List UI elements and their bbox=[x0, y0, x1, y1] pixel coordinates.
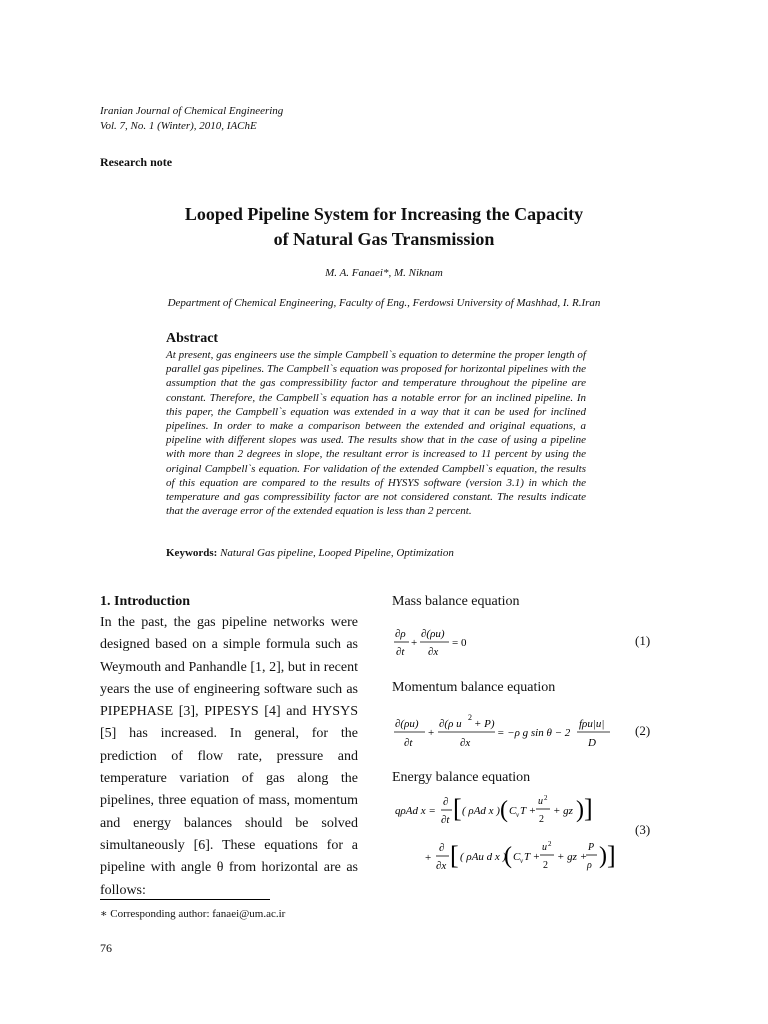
equation-number-3: (3) bbox=[635, 822, 651, 837]
svg-text:P: P bbox=[588, 842, 595, 853]
svg-text:+: + bbox=[411, 637, 418, 649]
svg-text:C: C bbox=[509, 805, 517, 817]
svg-text:): ) bbox=[576, 797, 584, 823]
journal-name: Iranian Journal of Chemical Engineering bbox=[100, 105, 284, 117]
svg-text:2: 2 bbox=[539, 814, 544, 825]
energy-balance-label: Energy balance equation bbox=[392, 770, 531, 785]
keywords-text: Natural Gas pipeline, Looped Pipeline, Optimization bbox=[220, 547, 454, 559]
svg-text:+ gz +: + gz + bbox=[557, 851, 588, 863]
svg-text:qρAd x =: qρAd x = bbox=[395, 805, 436, 817]
svg-text:+: + bbox=[425, 852, 432, 864]
footnote-divider bbox=[100, 899, 270, 900]
svg-text:2: 2 bbox=[548, 840, 552, 848]
journal-volume: Vol. 7, No. 1 (Winter), 2010, IAChE bbox=[100, 120, 257, 132]
journal-header bbox=[100, 104, 283, 134]
svg-text:∂t: ∂t bbox=[441, 814, 450, 826]
svg-text:C: C bbox=[513, 851, 521, 863]
svg-text:v: v bbox=[516, 811, 520, 819]
authors: M. A. Fanaei*, M. Niknam bbox=[325, 267, 443, 279]
svg-text:]: ] bbox=[584, 794, 593, 823]
momentum-balance-label: Momentum balance equation bbox=[392, 680, 556, 695]
svg-text:∂t: ∂t bbox=[396, 646, 405, 658]
svg-text:= 0: = 0 bbox=[452, 637, 467, 649]
svg-text:∂(ρu): ∂(ρu) bbox=[421, 628, 445, 640]
equation-3 bbox=[392, 793, 617, 878]
svg-text:∂: ∂ bbox=[439, 842, 445, 854]
svg-text:fρu|u|: fρu|u| bbox=[579, 718, 605, 730]
svg-text:(: ( bbox=[504, 843, 512, 869]
keywords-label: Keywords: bbox=[166, 547, 218, 559]
svg-text:∂: ∂ bbox=[443, 796, 449, 808]
svg-text:∂(ρu): ∂(ρu) bbox=[395, 718, 419, 730]
svg-text:∂(ρ u: ∂(ρ u bbox=[439, 718, 462, 730]
svg-text:( ρAd x ): ( ρAd x ) bbox=[462, 805, 500, 817]
svg-text:∂x: ∂x bbox=[436, 860, 447, 872]
equation-number-2: (2) bbox=[635, 723, 651, 738]
title-line-2: of Natural Gas Transmission bbox=[273, 229, 495, 249]
equation-1 bbox=[392, 624, 532, 664]
svg-text:T +: T + bbox=[524, 851, 541, 863]
svg-text:( ρAu d x ): ( ρAu d x ) bbox=[460, 851, 507, 863]
page-number: 76 bbox=[100, 941, 112, 955]
svg-text:= −ρ g sin θ − 2: = −ρ g sin θ − 2 bbox=[497, 727, 571, 739]
svg-text:2: 2 bbox=[544, 794, 548, 802]
svg-text:+ gz: + gz bbox=[553, 805, 573, 817]
svg-text:D: D bbox=[588, 737, 596, 749]
abstract-heading: Abstract bbox=[166, 331, 219, 346]
svg-text:∂x: ∂x bbox=[460, 737, 471, 749]
abstract-text: At present, gas engineers use the simple Campbell`s equation to determine the proper length of parallel gas pipelines. The Campbell`s equation was proposed for horizontal pipelines with the assumption that the gas compressibility factor and temperature throughout the pipeline are constant. Therefore, the Campbell`s equation has a notable error for an inclined pipeline. In this paper, the Campbell`s equation was extended in a way that it can be used for inclined pipelines. In order to make a comparison between the extended and original equations, a pipeline with different slopes was used. The results show that in the case of using a pipeline with more than 2 degrees in slope, the resultant error is increased to 11 percent by using the original Campbell`s equation. For validation of the extended Campbell`s equation, the results of this equation are compared to the results of HYSYS software (version 3.1) in which the temperature and gas compressibility factor are not considered constant. The results indicate that the average error of the extended equation is less than 2 percent. bbox=[166, 349, 586, 518]
svg-text:+: + bbox=[428, 727, 435, 739]
svg-text:(: ( bbox=[500, 797, 508, 823]
section-heading-introduction: 1. Introduction bbox=[100, 594, 190, 609]
svg-text:∂t: ∂t bbox=[404, 737, 413, 749]
svg-text:∂x: ∂x bbox=[428, 646, 439, 658]
svg-text:2: 2 bbox=[468, 713, 472, 722]
svg-text:+ P): + P) bbox=[474, 718, 495, 730]
article-type: Research note bbox=[100, 155, 173, 169]
svg-text:u: u bbox=[542, 842, 547, 853]
equation-number-1: (1) bbox=[635, 633, 651, 648]
svg-text:]: ] bbox=[607, 841, 616, 870]
paper-title bbox=[0, 202, 768, 252]
title-line-1: Looped Pipeline System for Increasing the Capacity bbox=[184, 204, 584, 224]
affiliation: Department of Chemical Engineering, Faculty of Eng., Ferdowsi University of Mashhad, I. R.Iran bbox=[167, 297, 601, 309]
svg-text:[: [ bbox=[450, 841, 459, 870]
svg-text:u: u bbox=[538, 796, 543, 807]
footnote: ∗ Corresponding author: fanaei@um.ac.ir bbox=[100, 908, 286, 920]
svg-text:ρ: ρ bbox=[587, 860, 592, 871]
svg-text:2: 2 bbox=[543, 860, 548, 871]
svg-text:∂ρ: ∂ρ bbox=[395, 628, 406, 640]
keywords bbox=[166, 547, 454, 559]
svg-text:v: v bbox=[520, 857, 524, 865]
introduction-text: In the past, the gas pipeline networks were designed based on a simple formula such as Weymouth and Panhandle [1, 2], but in recent years the use of engineering software such as PIPEPHASE [3], PIPESYS [4] and HYSYS [5] has increased. In general, for the prediction of flow rate, pressure and temperature variation of gas along the pipelines, three equation of mass, momentum and energy balances should be solved simultaneously [6]. These equations for a pipeline with angle θ from horizontal are as follows: bbox=[100, 615, 358, 898]
mass-balance-label: Mass balance equation bbox=[392, 594, 520, 609]
svg-text:): ) bbox=[599, 843, 607, 869]
svg-text:T +: T + bbox=[520, 805, 537, 817]
equation-2 bbox=[392, 710, 622, 752]
svg-text:[: [ bbox=[453, 794, 462, 823]
